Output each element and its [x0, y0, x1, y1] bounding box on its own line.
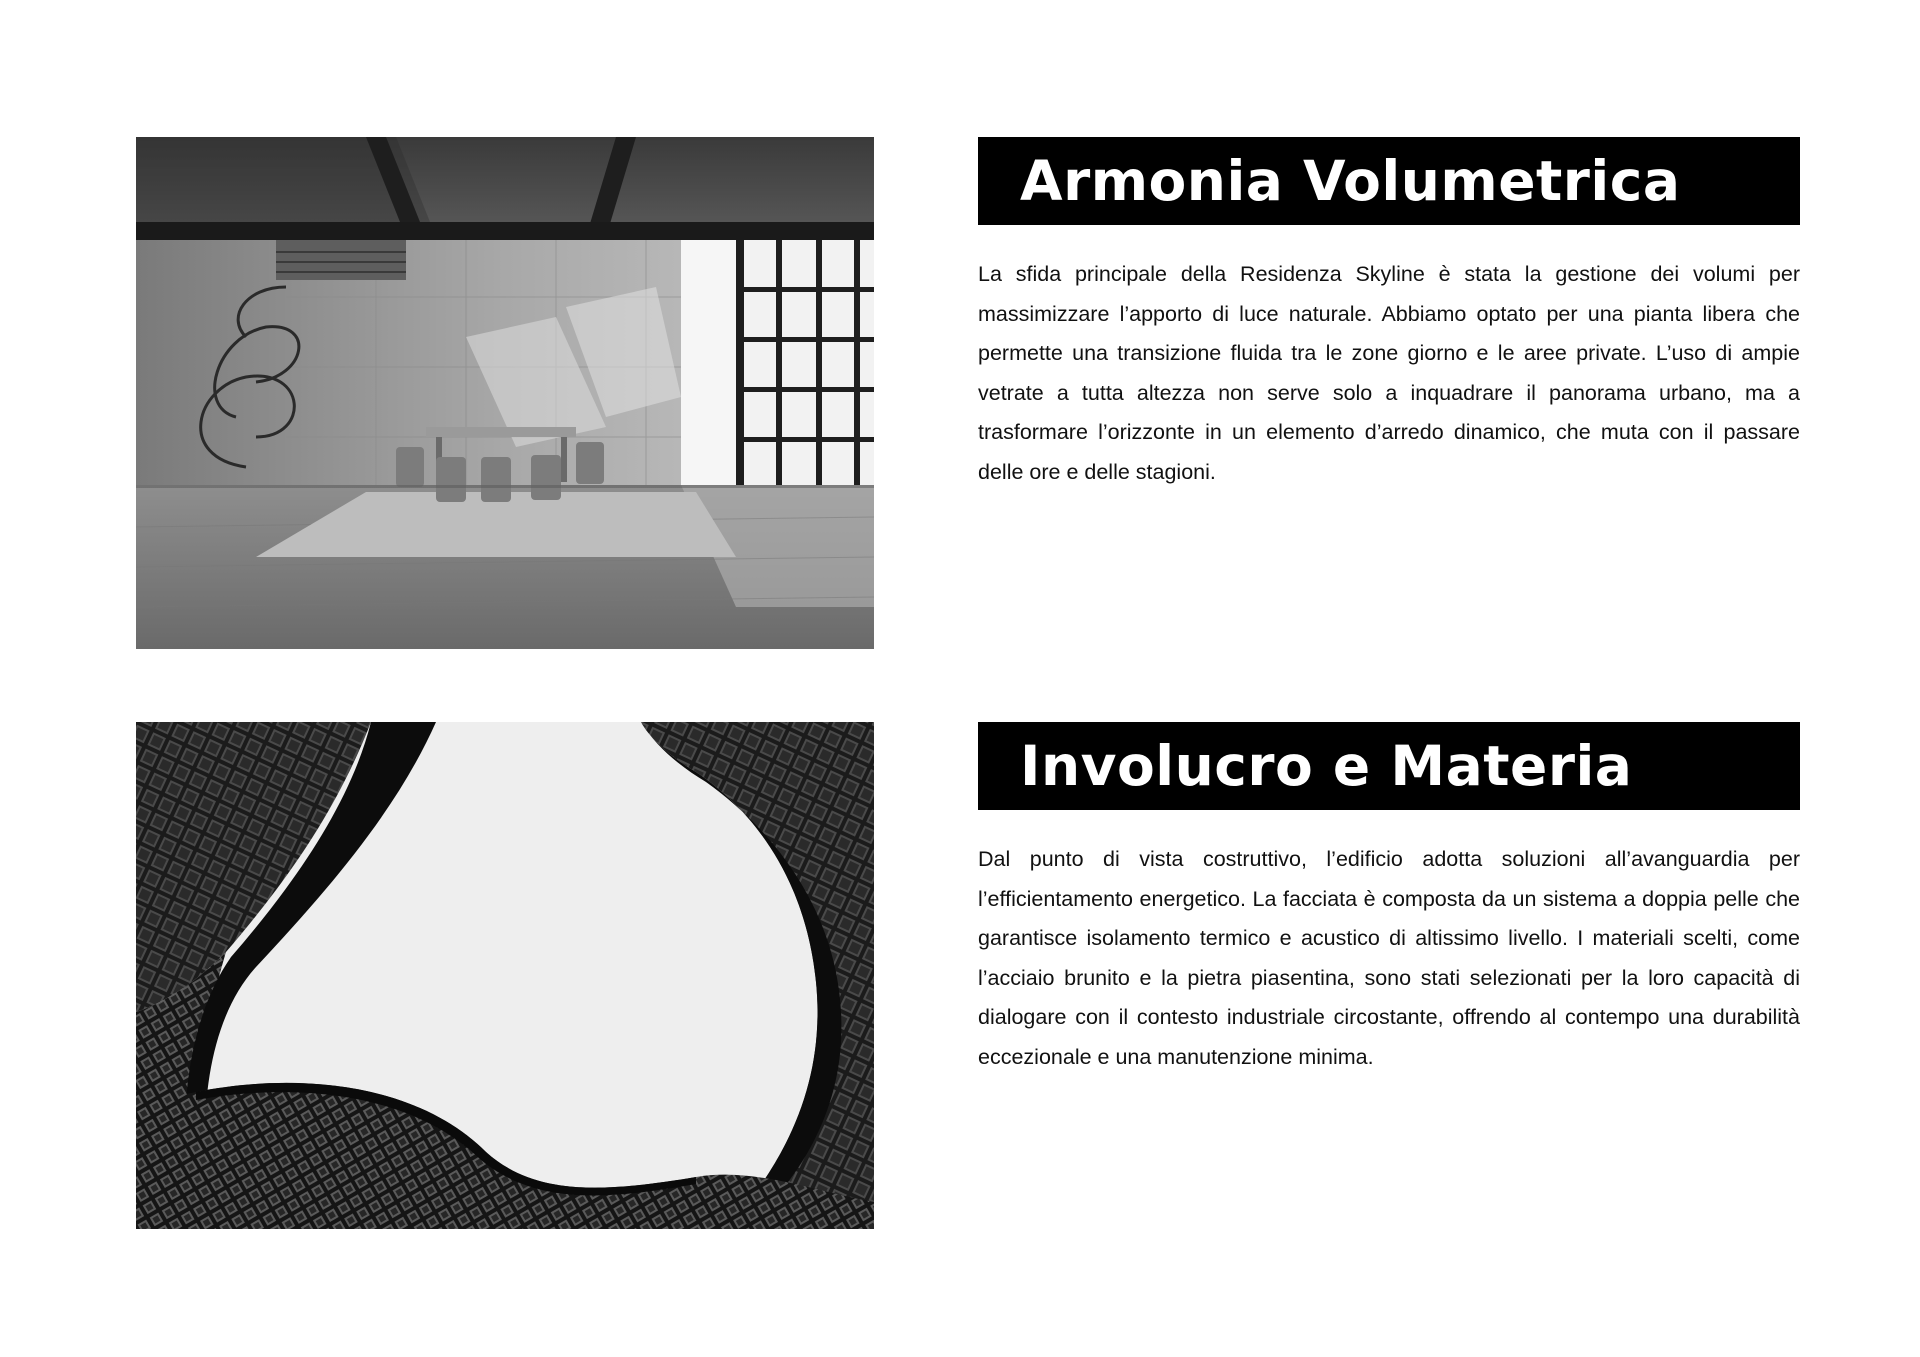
- section-title: Involucro e Materia: [1020, 733, 1633, 798]
- loft-interior-photo: [136, 137, 874, 649]
- section-body-text: La sfida principale della Residenza Skyline è stata la gestione dei volumi per massimizzare l’apporto di luce naturale. Abbiamo optato per una pianta libera che permette una transizione fluida tra le zone giorno e le aree private. L’uso di ampie vetrate a tutta altezza non serve solo a inquadrare il panorama urbano, ma a trasformare l’orizzonte in un elemento d’arredo dinamico, che muta con il passare delle ore e delle stagioni.: [978, 262, 1800, 484]
- section-title-bar: [978, 722, 1800, 810]
- spiral-facade-photo: [136, 722, 874, 1229]
- section-involucro: [978, 722, 1800, 1077]
- section-body-text: Dal punto di vista costruttivo, l’edificio adotta soluzioni all’avanguardia per l’efficientamento energetico. La facciata è composta da un sistema a doppia pelle che garantisce isolamento termico e acustico di altissimo livello. I materiali scelti, come l’acciaio brunito e la pietra piasentina, sono stati selezionati per la loro capacità di dialogare con il contesto industriale circostante, offrendo al contempo una durabilità eccezionale e una manutenzione minima.: [978, 847, 1800, 1069]
- section-title: Armonia Volumetrica: [1020, 148, 1681, 213]
- section-title-bar: [978, 137, 1800, 225]
- section-armonia: [978, 137, 1800, 492]
